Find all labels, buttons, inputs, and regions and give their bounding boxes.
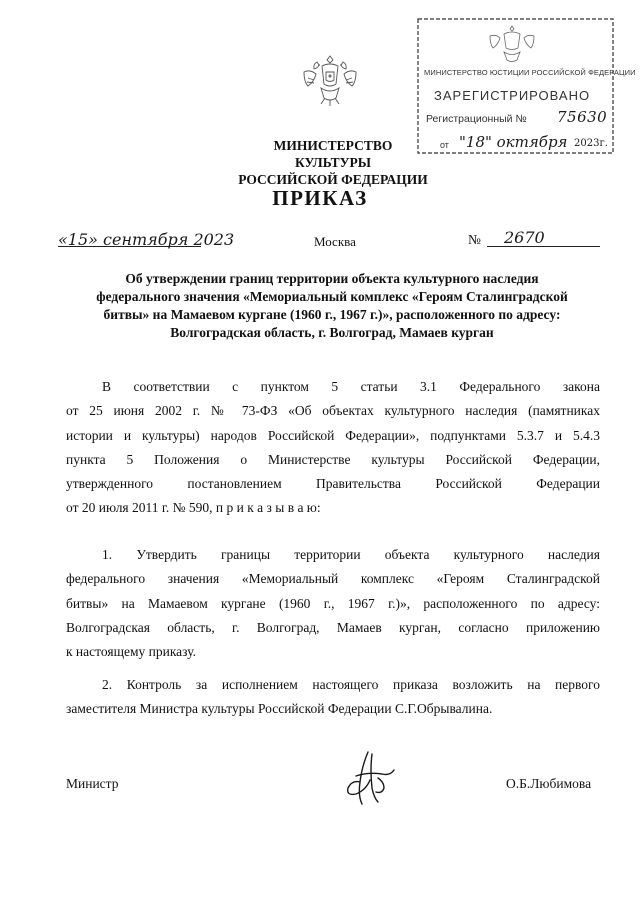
heading-line: Волгоградская область, г. Волгоград, Мамаев курган (170, 325, 494, 340)
paragraph-line: к настоящему приказу. (66, 644, 196, 660)
paragraph-line: федерального значения «Мемориальный комплекс «Героям Сталинградской (66, 571, 600, 587)
paragraph-line: битвы» на Мамаевом кургане (1960 г., 1967 г.)», расположенного по адресу: (66, 595, 600, 611)
heading-line: федерального значения «Мемориальный комплекс «Героям Сталинградской (96, 289, 568, 304)
stamp-reg-number-label: Регистрационный № (426, 113, 527, 125)
stamp-registered-line: ЗАРЕГИСТРИРОВАНО (434, 88, 591, 103)
signer-position: Министр (66, 776, 119, 791)
number-sign: № (468, 232, 481, 247)
paragraph-line: от 25 июня 2002 г. № 73-ФЗ «Об объектах культурного наследия (памятниках (66, 403, 600, 419)
stamp-reg-date: "18" октября (459, 133, 568, 151)
stamp-coat-of-arms-icon (486, 22, 538, 66)
date-underline (58, 246, 201, 247)
signer-name: О.Б.Любимова (506, 776, 592, 791)
heading-line: Об утверждении границ территории объекта культурного наследия (125, 271, 539, 286)
order-date: «15» сентября 2023 (58, 230, 235, 249)
clause-1-paragraph (66, 543, 600, 664)
ministry-name (236, 137, 430, 188)
preamble-paragraph (66, 375, 600, 521)
paragraph-line: пункта 5 Положения о Министерстве культуры Российской Федерации, (66, 451, 600, 467)
paragraph-line: В соответствии с пунктом 5 статьи 3.1 Федерального закона (102, 379, 600, 394)
paragraph-line: истории и культуры) народов Российской Федерации», подпунктами 5.3.7 и 5.4.3 (66, 427, 600, 443)
paragraph-line: 2. Контроль за исполнением настоящего приказа возложить на первого (102, 677, 600, 692)
order-city: Москва (314, 234, 356, 249)
heading-line: битвы» на Мамаевом кургане (1960 г., 1967 г.)», расположенного по адресу: (103, 307, 561, 322)
document-title: ПРИКАЗ (272, 186, 368, 210)
order-number: 2670 (504, 228, 545, 247)
stamp-reg-number: 75630 (557, 108, 608, 126)
handwritten-signature (338, 748, 398, 808)
clause-2-paragraph (66, 673, 600, 722)
paragraph-line: 1. Утвердить границы территории объекта культурного наследия (102, 547, 600, 562)
ministry-line-1: МИНИСТЕРСТВО КУЛЬТУРЫ (273, 138, 393, 170)
paragraph-line: утвержденного постановлением Правительства Российской Федерации (66, 476, 600, 492)
stamp-ministry-line: МИНИСТЕРСТВО ЮСТИЦИИ РОССИЙСКОЙ ФЕДЕРАЦИИ (424, 68, 636, 77)
order-subject-heading (62, 270, 602, 342)
paragraph-line: Волгоградская область, г. Волгоград, Мамаев курган, согласно приложению (66, 619, 600, 635)
ministry-line-2: РОССИЙСКОЙ ФЕДЕРАЦИИ (238, 172, 428, 187)
stamp-date-label: от (440, 140, 449, 150)
coat-of-arms-icon (299, 48, 361, 110)
paragraph-line: заместителя Министра культуры Российской Федерации С.Г.Обрывалина. (66, 701, 493, 717)
paragraph-line: от 20 июля 2011 г. № 590, п р и к а з ы в а ю: (66, 500, 321, 516)
stamp-reg-year: 2023г. (574, 138, 608, 149)
